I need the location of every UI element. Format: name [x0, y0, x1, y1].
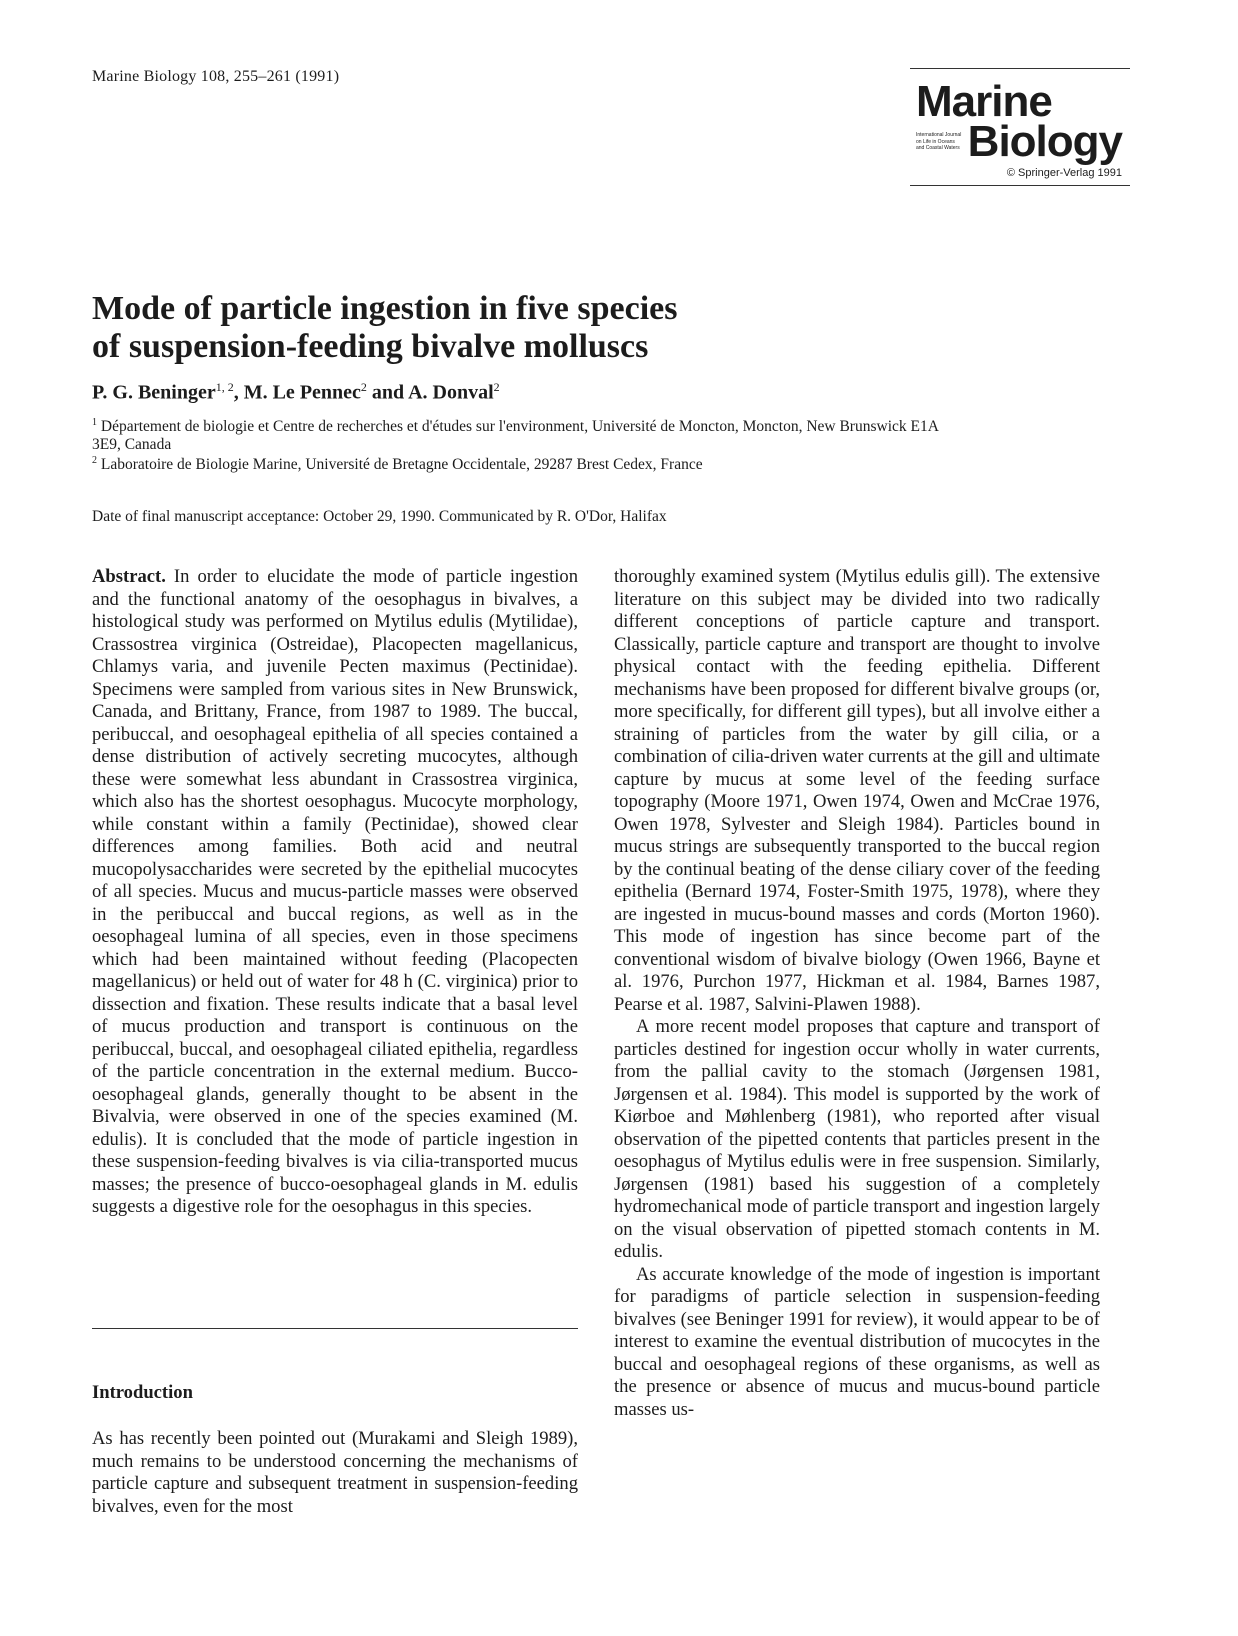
affiliation-number: 2 — [92, 455, 97, 466]
logo-word-biology: Biology — [967, 117, 1122, 166]
introduction-left-column — [92, 1428, 578, 1518]
affiliation-marker: 2 — [493, 380, 500, 394]
journal-logo — [910, 68, 1130, 186]
logo-tagline-line: and Coastal Waters — [916, 145, 960, 151]
abstract-text: In order to elucidate the mode of particle ingestion and the functional anatomy of the oesophagus in bivalves, a histological study was performed on Mytilus edulis (Mytilidae), Crassostrea virginica (Ostreidae), Placopecten magellanicus, Chlamys varia, and juvenile Pecten maximus (Pectinidae). Specimens were sampled from various sites in New Brunswick, Canada, and Brittany, France, from 1987 to 1989. The buccal, peribuccal, and oesophageal epithelia of all species contained a dense distribution of actively secreting mucocytes, although these were somewhat less abundant in Crassostrea virginica, which also has the shortest oesophagus. Mucocyte morphology, while constant within a family (Pectinidae), showed clear differences among families. Both acid and neutral mucopolysaccharides were secreted by the epithelial mucocytes of all species. Mucus and mucus-particle masses were observed in the peribuccal and buccal regions, as well as in the oesophageal lumina of all species, even in those specimens which had been maintained without feeding (Placopecten magellanicus) or held out of water for 48 h (C. virginica) prior to dissection and fixation. These results indicate that a basal level of mucus production and transport is continuous on the peribuccal, buccal, and oesophageal ciliated epithelia, regardless of the particle concentration in the external medium. Bucco-oesophageal glands, generally thought to be absent in the Bivalvia, were observed in one of the species examined (M. edulis). It is concluded that the mode of particle ingestion in these suspension-feeding bivalves is via cilia-transported mucus masses; the presence of bucco-oesophageal glands in M. edulis suggests a digestive role for the oesophagus in this species. — [92, 566, 579, 1217]
author-name: M. Le Pennec — [243, 381, 361, 404]
introduction-paragraph: As has recently been pointed out (Murakami and Sleigh 1989), much remains to be understood concerning the mechanisms of particle capture and subsequent treatment in suspension-feeding bivalves, even for the most — [92, 1428, 578, 1517]
article-title-line2: of suspension-feeding bivalve molluscs — [92, 328, 649, 365]
abstract-block — [92, 566, 578, 1219]
affiliation-2 — [92, 452, 952, 474]
acceptance-date-line: Date of final manuscript acceptance: October 29, 1990. Communicated by R. O'Dor, Halifax — [92, 508, 667, 525]
affiliation-number: 1 — [92, 417, 97, 428]
logo-tagline-line: on Life in Oceans — [916, 138, 955, 145]
article-title-line1: Mode of particle ingestion in five species — [92, 290, 678, 327]
logo-word-marine: Marine — [916, 77, 1052, 126]
affiliation-1 — [92, 414, 952, 454]
affiliation-text: Département de biologie et Centre de recherches et d'études sur l'environment, Université de Moncton, Moncton, New Brunswick E1A 3E9, Canada — [92, 418, 939, 454]
abstract-label: Abstract. — [92, 566, 166, 587]
logo-rule-top — [910, 68, 1130, 69]
abstract-divider — [92, 1328, 578, 1329]
author-separator: , — [233, 381, 244, 404]
author-list — [92, 380, 500, 405]
author-separator: and — [366, 381, 409, 404]
publisher-copyright: © Springer-Verlag 1991 — [1006, 167, 1122, 179]
affiliation-text: Laboratoire de Biologie Marine, Université de Bretagne Occidentale, 29287 Brest Cedex, France — [100, 456, 703, 474]
author-name: A. Donval — [408, 381, 494, 404]
body-paragraph: As accurate knowledge of the mode of ingestion is important for paradigms of particle selection in suspension-feeding bivalves (see Beninger 1991 for review), it would appear to be of interest to examine the eventual distribution of mucocytes in the buccal and oesophageal regions of these organisms, as well as the presence or absence of mucus and mucus-bound particle masses us- — [614, 1263, 1100, 1420]
affiliation-marker: 2 — [360, 380, 367, 394]
body-paragraph: A more recent model proposes that capture and transport of particles destined for ingestion occur wholly in water currents, from the pallial cavity to the stomach (Jørgensen 1981, Jørgensen et al. 1984). This model is supported by the work of Kiørboe and Møhlenberg (1981), who reported after visual observation of the pipetted contents that particles present in the oesophagus of Mytilus edulis were in free suspension. Similarly, Jørgensen (1981) based his suggestion of a completely hydromechanical mode of particle transport and ingestion largely on the visual observation of pipetted stomach contents in M. edulis. — [614, 1016, 1100, 1262]
introduction-heading: Introduction — [92, 1382, 193, 1403]
article-title — [92, 290, 892, 366]
logo-rule-bottom — [910, 185, 1130, 186]
running-head: Marine Biology 108, 255–261 (1991) — [92, 68, 340, 85]
body-paragraph: thoroughly examined system (Mytilus edulis gill). The extensive literature on this subject may be divided into two radically different conceptions of particle capture and transport. Classically, particle capture and transport are thought to involve physical contact with the feeding epithelia. Different mechanisms have been proposed for different bivalve groups (or, more specifically, for different gill types), but all involve either a straining of particles from the water by gill cilia, or a combination of cilia-driven water currents at the gill and ultimate capture by mucus at some level of the feeding surface topography (Moore 1971, Owen 1974, Owen and McCrae 1976, Owen 1978, Sylvester and Sleigh 1984). Particles bound in mucus strings are subsequently transported to the buccal region by the continual beating of the dense ciliary cover of the feeding epithelia (Bernard 1974, Foster-Smith 1975, 1978), where they are ingested in mucus-bound masses and cords (Morton 1960). This mode of ingestion has since become part of the conventional wisdom of bivalve biology (Owen 1966, Bayne et al. 1976, Purchon 1977, Hickman et al. 1984, Barnes 1987, Pearse et al. 1987, Salvini-Plawen 1988). — [614, 566, 1100, 1015]
affiliation-marker: 1, 2 — [215, 380, 234, 394]
right-column — [614, 566, 1100, 1421]
author-name: P. G. Beninger — [92, 381, 216, 404]
logo-tagline-line: International Journal — [916, 132, 962, 138]
